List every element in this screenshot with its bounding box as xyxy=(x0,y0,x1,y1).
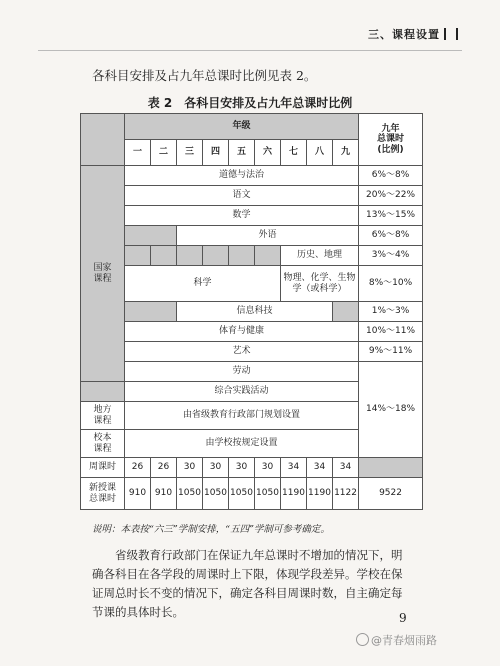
total-hours-cell: 1122 xyxy=(333,478,359,510)
total-hours-cell: 1050 xyxy=(203,478,229,510)
blank-cell xyxy=(359,458,423,478)
header-divider xyxy=(38,50,462,51)
grade-cell: 八 xyxy=(307,140,333,166)
section-title: 三、课程设置 xyxy=(368,28,440,41)
page-number: 9 xyxy=(399,611,407,625)
weekly-hours-cell: 34 xyxy=(307,458,333,478)
subject-hours-table xyxy=(80,113,423,510)
ratio-daode: 6%～8% xyxy=(359,166,423,186)
blank-cell xyxy=(81,382,125,402)
running-head xyxy=(368,26,458,42)
blank-cell xyxy=(333,302,359,322)
ratio-yuwen: 20%～22% xyxy=(359,186,423,206)
grade-cell: 七 xyxy=(281,140,307,166)
table-caption: 表 2 各科目安排及占九年总课时比例 xyxy=(147,96,353,110)
weekly-hours-cell: 30 xyxy=(177,458,203,478)
blank-cell xyxy=(151,246,177,266)
subject-lishi: 历史、地理 xyxy=(281,246,359,266)
blank-cell xyxy=(125,302,177,322)
blank-cell xyxy=(125,246,151,266)
weekly-hours-cell: 30 xyxy=(255,458,281,478)
section-marker-icon xyxy=(444,28,458,40)
subject-zonghe: 综合实践活动 xyxy=(125,382,359,402)
subject-tiyu: 体育与健康 xyxy=(125,322,359,342)
school-curriculum-label: 校本 课程 xyxy=(81,430,125,458)
national-curriculum-label: 国家 课程 xyxy=(81,166,125,382)
total-hours-cell: 910 xyxy=(125,478,151,510)
grade-cell: 三 xyxy=(177,140,203,166)
subject-yishu: 艺术 xyxy=(125,342,359,362)
subject-wuli: 物理、化学、生物 学（或科学） xyxy=(281,266,359,302)
weekly-hours-cell: 26 xyxy=(151,458,177,478)
total-hours-cell: 1050 xyxy=(177,478,203,510)
grade-cell: 九 xyxy=(333,140,359,166)
subject-xiaoben: 由学校按规定设置 xyxy=(125,430,359,458)
subject-difang: 由省级教育行政部门规划设置 xyxy=(125,402,359,430)
total-hours-cell: 910 xyxy=(151,478,177,510)
grade-cell: 五 xyxy=(229,140,255,166)
blank-cell xyxy=(255,246,281,266)
total-hours-cell: 1190 xyxy=(281,478,307,510)
grade-cell: 六 xyxy=(255,140,281,166)
ratio-combined: 14%～18% xyxy=(359,362,423,458)
weekly-hours-cell: 34 xyxy=(281,458,307,478)
weekly-hours-cell: 30 xyxy=(229,458,255,478)
local-curriculum-label: 地方 课程 xyxy=(81,402,125,430)
ratio-lishi: 3%～4% xyxy=(359,246,423,266)
subject-kexue: 科学 xyxy=(125,266,281,302)
grade-header: 年级 xyxy=(125,114,359,140)
total-hours-cell: 1050 xyxy=(229,478,255,510)
nine-year-header: 九年 总课时 (比例) xyxy=(359,114,423,166)
subject-waiyu: 外语 xyxy=(177,226,359,246)
watermark: @青春烟雨路 xyxy=(356,632,437,648)
blank-cell xyxy=(229,246,255,266)
weekly-hours-cell: 34 xyxy=(333,458,359,478)
subject-yuwen: 语文 xyxy=(125,186,359,206)
blank-cell xyxy=(203,246,229,266)
total-hours-label: 新授课 总课时 xyxy=(81,478,125,510)
table-note: 说明：本表按“六三”学制安排，“五四”学制可参考确定。 xyxy=(92,524,330,535)
subject-daode: 道德与法治 xyxy=(125,166,359,186)
ratio-shuxue: 13%～15% xyxy=(359,206,423,226)
weekly-hours-cell: 26 xyxy=(125,458,151,478)
weekly-hours-cell: 30 xyxy=(203,458,229,478)
grade-cell: 四 xyxy=(203,140,229,166)
total-hours-sum: 9522 xyxy=(359,478,423,510)
watermark-logo-icon xyxy=(356,633,369,646)
body-paragraph: 省级教育行政部门在保证九年总课时不增加的情况下，明确各科目在各学段的周课时上下限，体现学段差异。学校在保证周总时长不变的情况下，确定各科目周课时数，自主确定每节课的具体时长。 xyxy=(92,548,403,619)
subject-xinxi: 信息科技 xyxy=(177,302,333,322)
ratio-waiyu: 6%～8% xyxy=(359,226,423,246)
total-hours-cell: 1050 xyxy=(255,478,281,510)
grade-cell: 二 xyxy=(151,140,177,166)
blank-cell xyxy=(125,226,177,246)
ratio-tiyu: 10%～11% xyxy=(359,322,423,342)
blank-cell xyxy=(177,246,203,266)
subject-shuxue: 数学 xyxy=(125,206,359,226)
intro-text: 各科目安排及占九年总课时比例见表 2。 xyxy=(92,68,317,83)
total-hours-cell: 1190 xyxy=(307,478,333,510)
ratio-yishu: 9%～11% xyxy=(359,342,423,362)
ratio-kexue: 8%～10% xyxy=(359,266,423,302)
corner-cell xyxy=(81,114,125,166)
ratio-xinxi: 1%～3% xyxy=(359,302,423,322)
grade-cell: 一 xyxy=(125,140,151,166)
weekly-hours-label: 周课时 xyxy=(81,458,125,478)
subject-laodong: 劳动 xyxy=(125,362,359,382)
